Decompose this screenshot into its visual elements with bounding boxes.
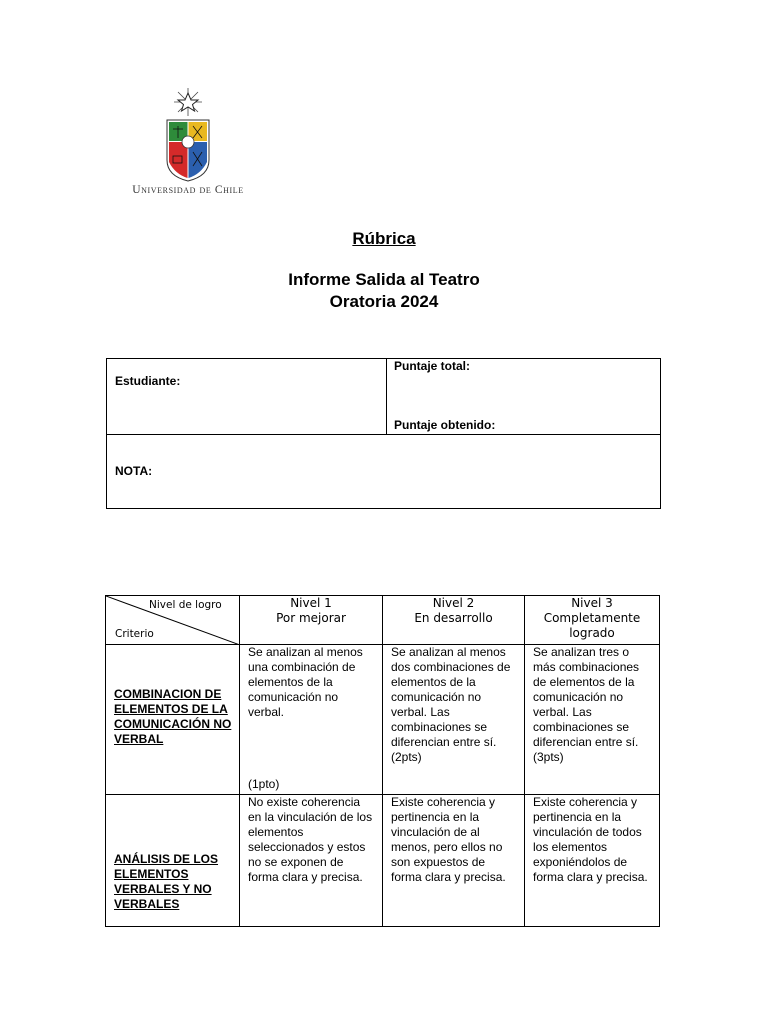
rubric-cell — [525, 795, 660, 927]
total-score-label: Puntaje total: — [394, 359, 471, 373]
level-2-desc: En desarrollo — [414, 611, 493, 625]
obtained-score-label: Puntaje obtenido: — [394, 418, 496, 432]
level-1-header — [240, 596, 383, 645]
student-info-table — [106, 358, 661, 509]
rubric-cell — [525, 645, 660, 795]
cell-points: (1pto) — [248, 777, 280, 791]
university-name: Universidad de Chile — [132, 184, 244, 196]
cell-description: Se analizan al menos una combinación de elementos de la comunicación no verbal. — [248, 645, 363, 719]
cell-description: No existe coherencia en la vinculación de los elementos seleccionados y estos no se exponen de forma clara y precisa. — [248, 795, 373, 884]
rubric-table — [105, 595, 660, 927]
rubric-cell — [383, 645, 525, 795]
rubric-title: Rúbrica — [352, 229, 416, 248]
achievement-level-header: Nivel de logro — [149, 599, 222, 611]
rubric-cell — [240, 645, 383, 795]
university-logo — [118, 86, 258, 202]
criterion-header: Criterio — [115, 628, 154, 640]
university-crest-icon — [162, 86, 214, 182]
criterion-text: COMBINACION DE ELEMENTOS DE LA COMUNICACIÓN NO VERBAL — [114, 687, 232, 746]
level-1-desc: Por mejorar — [276, 611, 346, 625]
rubric-cell — [240, 795, 383, 927]
level-1-title: Nivel 1 — [290, 596, 332, 610]
cell-description: Se analizan al menos dos combinaciones de elementos de la comunicación no verbal. Las combinaciones se diferencian entre sí. — [391, 645, 511, 749]
rubric-row — [106, 795, 660, 927]
course-title: Oratoria 2024 — [329, 292, 439, 311]
student-label: Estudiante: — [115, 374, 181, 388]
cell-description: Existe coherencia y pertinencia en la vinculación de todos los elementos exponiéndolos de forma clara y precisa. — [533, 795, 648, 884]
level-2-title: Nivel 2 — [432, 596, 475, 610]
cell-points: (2pts) — [391, 750, 422, 764]
level-3-title: Nivel 3 — [571, 596, 613, 610]
report-title: Informe Salida al Teatro — [288, 270, 480, 289]
rubric-row — [106, 645, 660, 795]
rubric-header-row — [106, 596, 660, 645]
cell-description: Existe coherencia y pertinencia en la vinculación de al menos, pero ellos no son expuestos de forma clara y precisa. — [391, 795, 506, 884]
grade-label: NOTA: — [115, 464, 153, 478]
criterion-text: ANÁLISIS DE LOS ELEMENTOS VERBALES Y NO VERBALES — [114, 852, 219, 911]
rubric-cell — [383, 795, 525, 927]
cell-points: (3pts) — [533, 750, 564, 764]
divider — [107, 434, 660, 435]
level-2-header — [383, 596, 525, 645]
level-3-desc: Completamente logrado — [543, 611, 641, 640]
criterion-cell — [106, 645, 240, 795]
rubric-corner-cell — [106, 596, 240, 645]
level-3-header — [525, 596, 660, 645]
cell-description: Se analizan tres o más combinaciones de elementos de la comunicación no verbal. Las combinaciones se diferencian entre sí. — [533, 645, 640, 749]
criterion-cell — [106, 795, 240, 927]
divider — [386, 359, 387, 434]
